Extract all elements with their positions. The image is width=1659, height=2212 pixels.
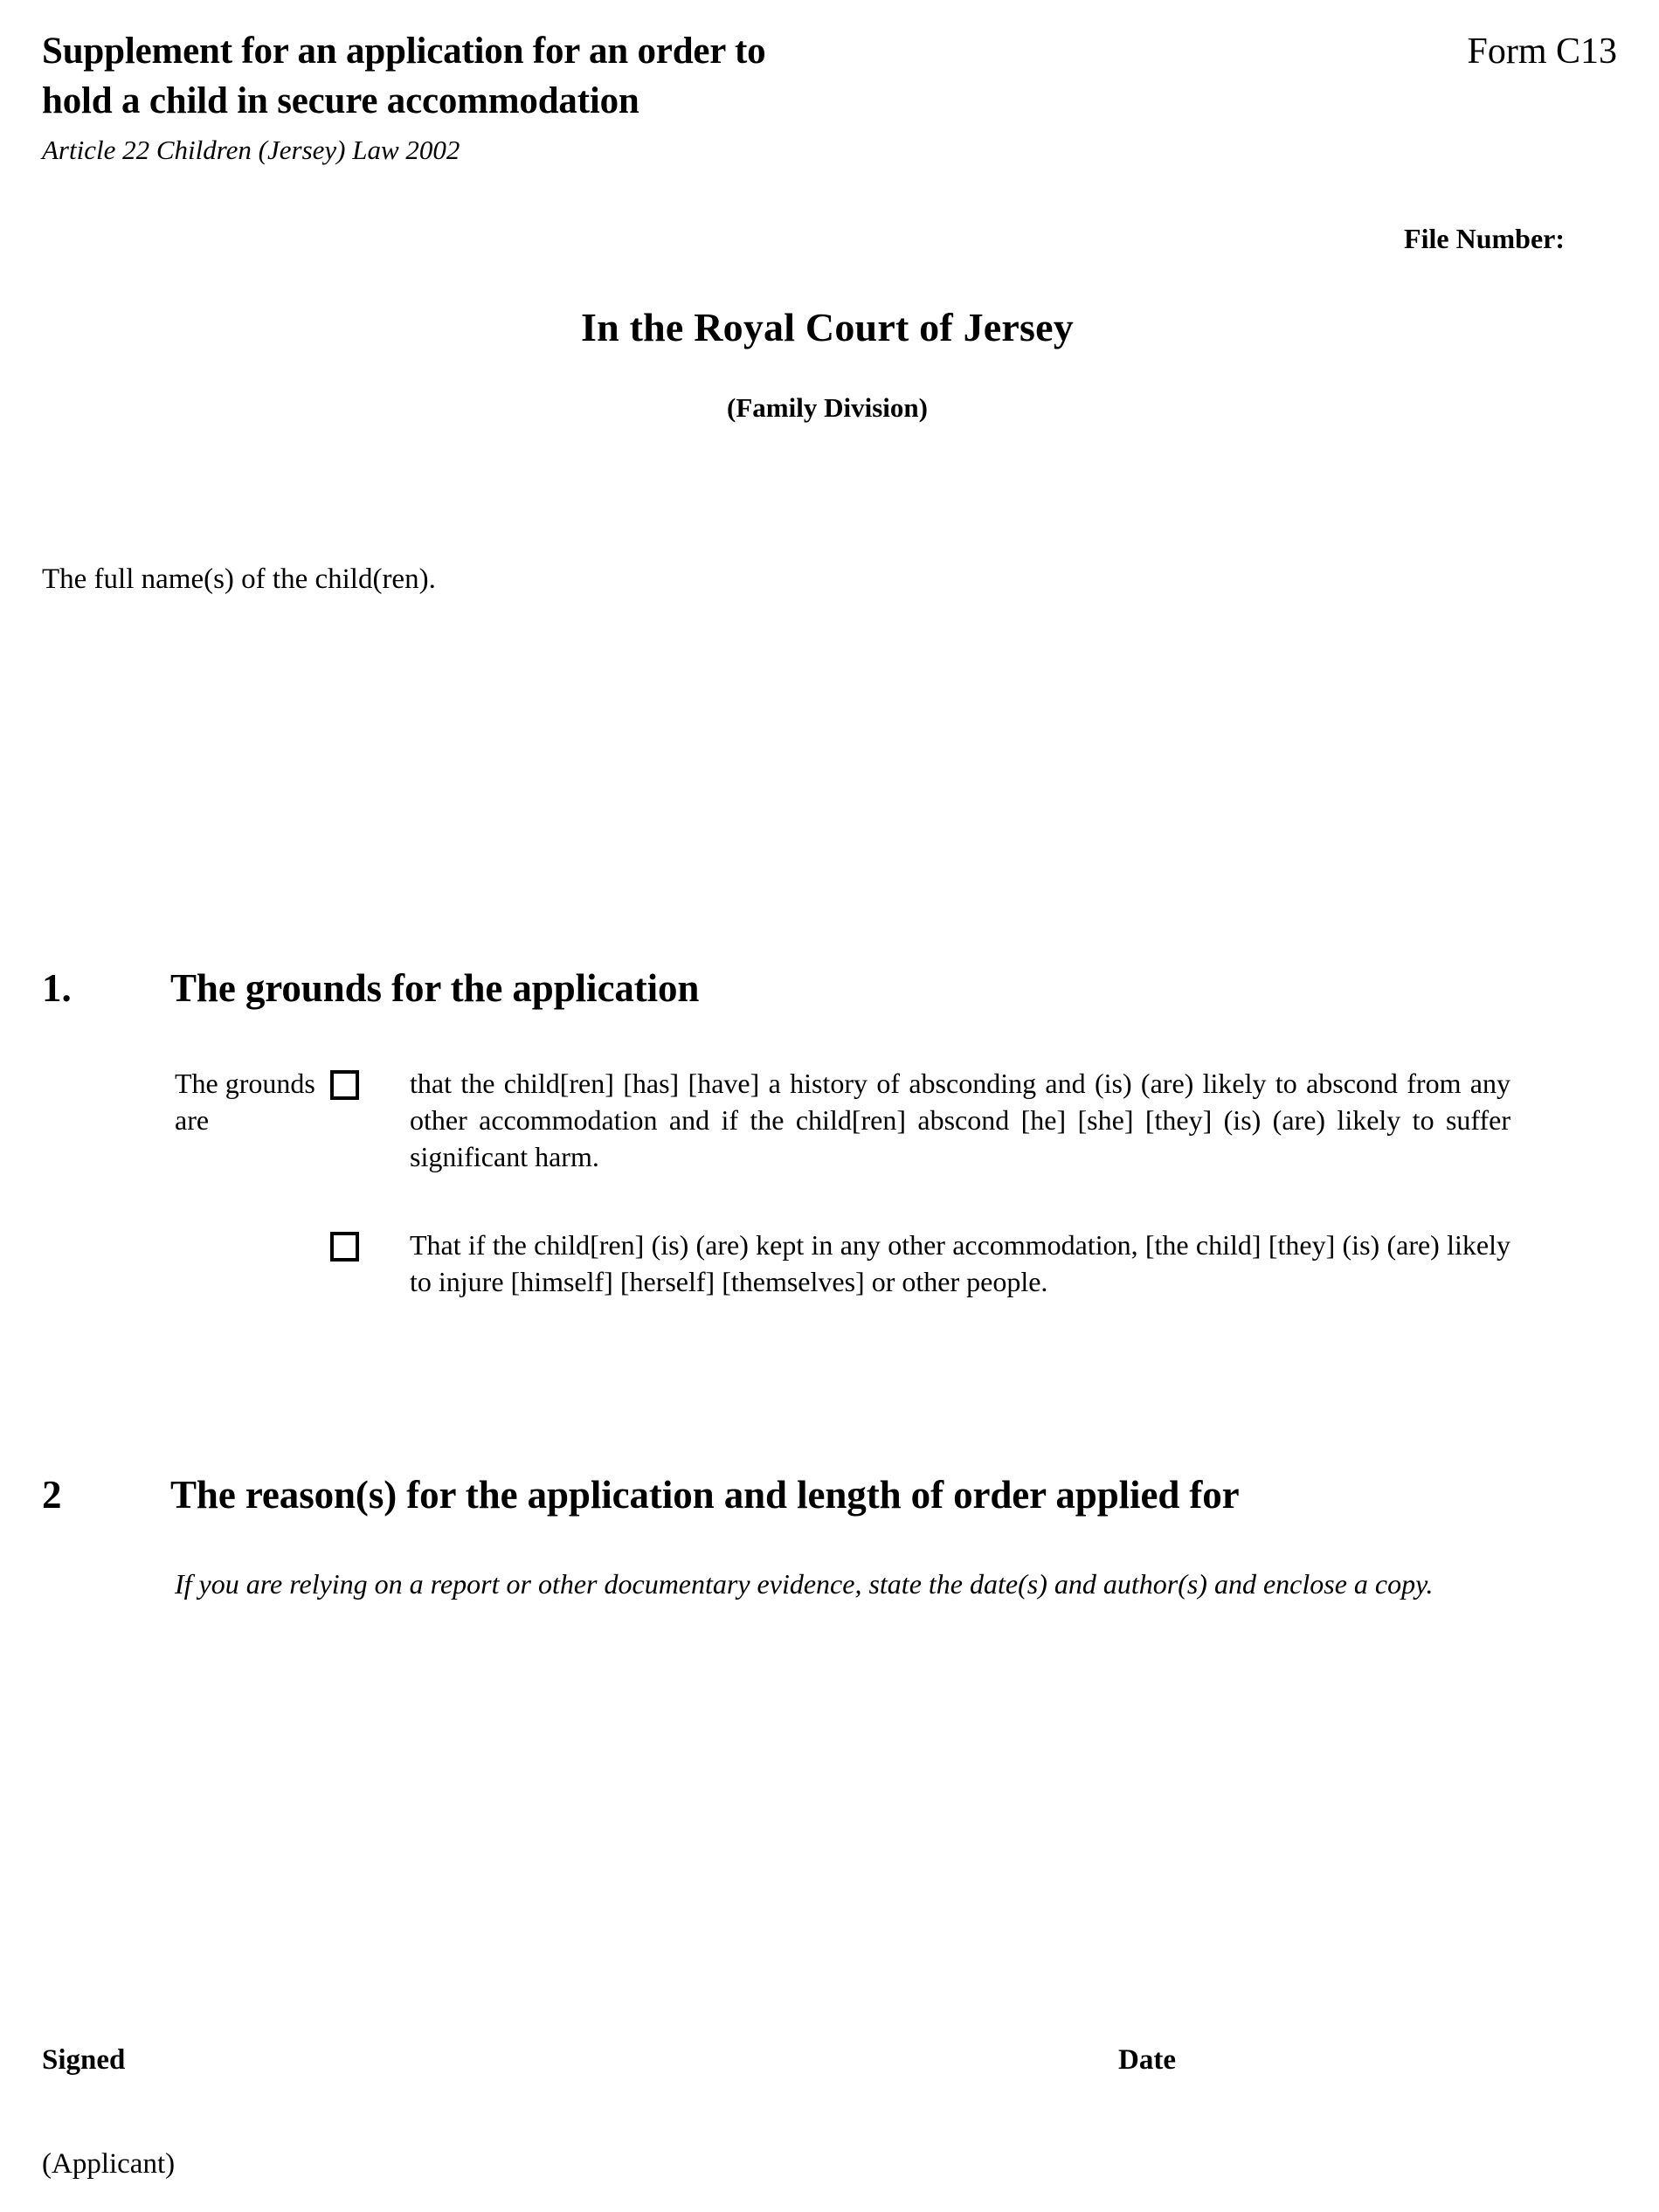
ground-item xyxy=(42,1227,1617,1300)
signature-row xyxy=(42,2044,1617,2088)
statute-reference: Article 22 Children (Jersey) Law 2002 xyxy=(42,135,460,166)
document-header xyxy=(42,26,1617,166)
document-title-line-1: Supplement for an application for an order to xyxy=(42,31,766,72)
section-2-number: 2 xyxy=(42,1473,62,1517)
ground-2-checkbox[interactable] xyxy=(330,1232,359,1262)
court-division: (Family Division) xyxy=(727,392,928,423)
page-title xyxy=(42,26,765,126)
ground-1-checkbox[interactable] xyxy=(330,1070,359,1100)
section-reasons xyxy=(42,1472,1617,1604)
section-grounds xyxy=(42,965,1617,1300)
ground-2-checkbox-cell[interactable] xyxy=(330,1227,410,1262)
section-2-note: If you are relying on a report or other documentary evidence, state the date(s) and author(s) and enclose a copy. xyxy=(175,1568,1434,1600)
section-1-heading xyxy=(42,965,1617,1011)
form-number: Form C13 xyxy=(1467,31,1617,72)
section-2-title: The reason(s) for the application and length of order applied for xyxy=(170,1473,1240,1517)
child-names-label: The full name(s) of the child(ren). xyxy=(42,563,436,595)
court-name: In the Royal Court of Jersey xyxy=(581,305,1074,349)
court-block xyxy=(0,304,1659,424)
grounds-are-label: The grounds are xyxy=(175,1068,315,1137)
ground-2-text: That if the child[ren] (is) (are) kept in any other accommodation, [the child] [they] (is) (are) likely to injure [himself] [herself] [themselves] or other people. xyxy=(410,1228,1510,1297)
ground-item xyxy=(42,1065,1617,1176)
date-label: Date xyxy=(1118,2044,1176,2076)
section-1-number: 1. xyxy=(42,966,72,1010)
header-row xyxy=(42,26,1617,126)
signed-label: Signed xyxy=(42,2044,126,2076)
section-1-title: The grounds for the application xyxy=(170,966,700,1010)
document-title-line-2: hold a child in secure accommodation xyxy=(42,80,639,122)
ground-1-text: that the child[ren] [has] [have] a history of absconding and (is) (are) likely to abscond from any other accommodation and if the child[ren] abscond [he] [she] [they] (is) (are) likely to suffer significant harm. xyxy=(410,1068,1510,1173)
applicant-label: (Applicant) xyxy=(42,2148,176,2180)
grounds-list xyxy=(42,1065,1617,1300)
file-number-label: File Number: xyxy=(1404,223,1565,254)
section-2-heading xyxy=(42,1472,1617,1517)
signature-block xyxy=(42,2044,1617,2180)
ground-1-checkbox-cell[interactable] xyxy=(330,1065,410,1100)
